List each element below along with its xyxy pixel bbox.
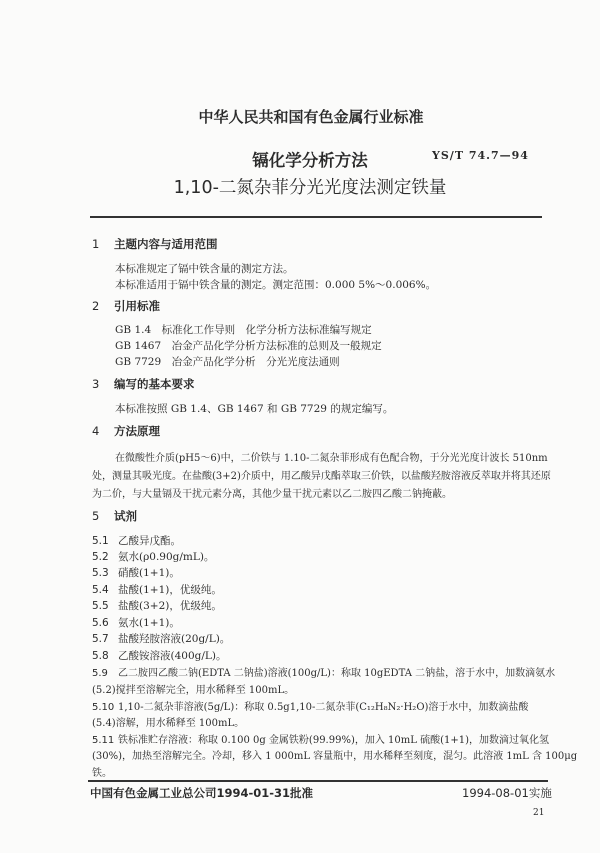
reagent-item [92, 533, 181, 548]
reagent-item [92, 598, 222, 613]
reagent-continuation: (30%)，加热至溶解完全。冷却，移入 1 000mL 容量瓶中，用水稀释至刻度，混匀。此溶液 1mL 含 100μg [92, 751, 578, 762]
reagent-text: 氨水(ρ0.90g/mL)。 [118, 551, 215, 563]
approval-note: 中国有色金属工业总公司1994-01-31批准 [90, 786, 314, 800]
reference-line: GB 7729 冶金产品化学分析 分光光度法通则 [115, 356, 340, 368]
reagent-item [92, 631, 230, 646]
text-line: 为二价，与大量镉及干扰元素分离，其他少量干扰元素以乙二胺四乙酸二钠掩蔽。 [92, 489, 452, 500]
section-title: 方法原理 [114, 424, 160, 438]
reagent-continuation: 铁。 [92, 768, 112, 779]
page-number: 21 [533, 808, 545, 818]
section-number: 2 [92, 299, 100, 313]
reagent-item [92, 549, 214, 564]
reagent-number: 5.1 [92, 535, 109, 547]
reagent-number: 5.9 [92, 668, 108, 679]
reference-line: GB 1.4 标准化工作导则 化学分析方法标准编写规定 [115, 324, 372, 336]
reagent-item [92, 648, 226, 663]
reagent-number: 5.5 [92, 600, 109, 612]
section-title: 主题内容与适用范围 [114, 237, 218, 251]
reagent-number: 5.3 [92, 567, 109, 579]
section-title: 编写的基本要求 [114, 377, 195, 391]
title-line-1: 镉化学分析方法 [252, 151, 368, 170]
reagent-item [92, 565, 180, 580]
reagent-continuation: (5.4)溶解，用水稀释至 100mL。 [92, 718, 245, 729]
reagent-number: 5.7 [92, 633, 109, 645]
section-heading [92, 298, 160, 314]
reagent-number: 5.2 [92, 551, 109, 563]
reagent-number: 5.10 [92, 702, 115, 713]
reference-line: GB 1467 冶金产品化学分析方法标准的总则及一般规定 [115, 340, 382, 352]
text-line: 本标准按照 GB 1.4、GB 1467 和 GB 7729 的规定编写。 [115, 403, 394, 415]
reagent-text: 铁标准贮存溶液：称取 0.100 0g 金属铁粉(99.99%)，加入 10mL 硫酸(1+1)，加数滴过氧化氢 [118, 735, 549, 746]
section-number: 5 [92, 509, 100, 523]
reagent-text: 盐酸(1+1)，优级纯。 [118, 584, 222, 596]
reagent-item [92, 731, 549, 746]
reagent-text: 盐酸羟胺溶液(20g/L)。 [118, 633, 231, 645]
text-line: 本标准适用于镉中铁含量的测定。测定范围：0.000 5%～0.006%。 [115, 279, 437, 291]
reagent-text: 1,10-二氮杂菲溶液(5g/L)：称取 0.5g1,10-二氮杂菲(C₁₂H₈N₂·H₂O)溶于水中，加数滴盐酸 [118, 702, 529, 713]
section-heading [92, 236, 218, 252]
reagent-text: 盐酸(3+2)，优级纯。 [118, 600, 222, 612]
reagent-continuation: (5.2)搅拌至溶解完全，用水稀释至 100mL。 [92, 685, 295, 696]
standard-code: YS/T 74.7—94 [432, 149, 529, 162]
reagent-item [92, 664, 555, 679]
reagent-text: 硝酸(1+1)。 [118, 567, 180, 579]
section-number: 3 [92, 377, 100, 391]
reagent-text: 乙酸铵溶液(400g/L)。 [118, 650, 227, 662]
reagent-number: 5.11 [92, 735, 115, 746]
section-heading [92, 423, 160, 439]
top-divider [90, 216, 542, 218]
reagent-item [92, 582, 222, 597]
reagent-number: 5.6 [92, 617, 109, 629]
effective-date: 1994-08-01实施 [462, 786, 552, 800]
footer-divider [88, 780, 548, 782]
section-number: 4 [92, 424, 100, 438]
section-heading [92, 376, 195, 392]
reagent-number: 5.4 [92, 584, 109, 596]
section-title: 引用标准 [114, 299, 160, 313]
reagent-text: 氨水(1+1)。 [118, 617, 180, 629]
issuer-header: 中华人民共和国有色金属行业标准 [198, 108, 424, 126]
section-number: 1 [92, 237, 100, 251]
text-line: 处，测量其吸光度。在盐酸(3+2)介质中，用乙酸异戊酯萃取三价铁，以盐酸羟胺溶液反萃取并将其还原 [92, 471, 551, 482]
section-heading [92, 508, 137, 524]
reagent-text: 乙二胺四乙酸二钠(EDTA 二钠盐)溶液(100g/L)：称取 10gEDTA 二钠盐，溶于水中，加数滴氨水 [118, 668, 556, 679]
text-line: 本标准规定了镉中铁含量的测定方法。 [115, 263, 294, 275]
text-line: 在微酸性介质(pH5～6)中，二价铁与 1.10-二氮杂菲形成有色配合物，于分光光度计波长 510nm [115, 453, 548, 464]
reagent-item [92, 615, 180, 630]
reagent-text: 乙酸异戊酯。 [118, 535, 181, 547]
reagent-number: 5.8 [92, 650, 109, 662]
title-line-2: 1,10-二氮杂菲分光光度法测定铁量 [173, 178, 447, 198]
section-title: 试剂 [114, 509, 137, 523]
reagent-item [92, 698, 528, 713]
